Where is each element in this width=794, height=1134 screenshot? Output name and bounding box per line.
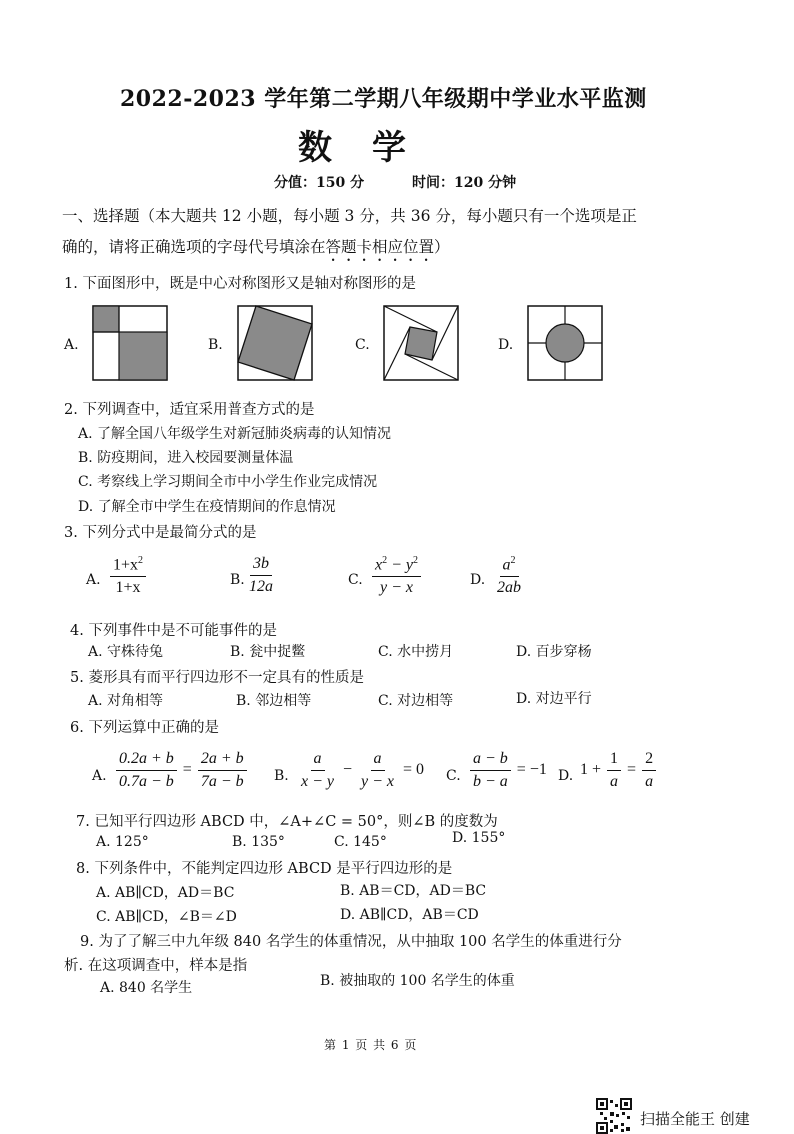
- q3-label-c: C.: [348, 572, 363, 588]
- q1-label-c: C.: [355, 337, 370, 353]
- q9-option-b: B. 被抽取的 100 名学生的体重: [320, 973, 515, 989]
- q6d-num1: 1: [607, 750, 621, 771]
- question-7: 7. 已知平行四边形 ABCD 中，∠A+∠C = 50°，则∠B 的度数为: [76, 814, 498, 830]
- q1-label-d: D.: [498, 337, 514, 353]
- q2-option-a: A. 了解全国八年级学生对新冠肺炎病毒的认知情况: [78, 426, 392, 442]
- q6d-den1: a: [610, 773, 619, 790]
- question-5: 5. 菱形具有而平行四边形不一定具有的性质是: [70, 670, 364, 686]
- q7-option-a: A. 125°: [96, 834, 149, 850]
- qr-code-icon: [596, 1098, 632, 1134]
- q6b-rhs: = 0: [403, 761, 425, 779]
- watermark-text: 扫描全能王 创建: [640, 1110, 750, 1128]
- q5-option-c: C. 对边相等: [378, 693, 454, 709]
- q3c-num1-exp: 2: [382, 555, 388, 566]
- q3a-num: 1+x: [113, 556, 139, 574]
- question-1: 1. 下面图形中，既是中心对称图形又是轴对称图形的是: [64, 276, 416, 292]
- q6b-den1: x − y: [301, 773, 334, 790]
- q6-expression-d: [580, 750, 658, 791]
- q3c-num1: x: [375, 556, 383, 574]
- q3c-num2-exp: 2: [413, 555, 419, 566]
- q3-fraction-d: [492, 555, 526, 597]
- q9-option-a: A. 840 名学生: [100, 980, 193, 996]
- q3c-den: y − x: [380, 579, 413, 597]
- q7-option-d: D. 155°: [452, 830, 506, 846]
- q6a-den2: 7a − b: [200, 773, 244, 790]
- q6-expression-a: [114, 750, 249, 791]
- q5-option-d: D. 对边平行: [516, 691, 592, 707]
- q4-option-d: D. 百步穿杨: [516, 644, 592, 660]
- q6d-num2: 2: [642, 750, 656, 771]
- question-6: 6. 下列运算中正确的是: [70, 720, 219, 736]
- q3b-num: 3b: [250, 555, 272, 576]
- q6a-den1: 0.7a − b: [119, 773, 174, 790]
- q3-fraction-b: [244, 555, 278, 596]
- section-heading: 一、选择题（本大题共 12 小题，每小题 3 分，共 36 分，每小题只有一个选项是正: [62, 207, 637, 225]
- score-info: 分值：150 分: [274, 175, 365, 191]
- q6c-rhs: = −1: [516, 761, 547, 779]
- q5-option-a: A. 对角相等: [88, 693, 164, 709]
- q6d-lead: 1 +: [580, 761, 602, 779]
- q6-label-c: C.: [446, 768, 461, 784]
- exam-title: 2022-2023 学年第二学期八年级期中学业水平监测: [120, 86, 647, 112]
- q6-expression-b: [296, 750, 424, 791]
- q3d-den: 2ab: [497, 579, 521, 597]
- figure-b: [237, 305, 313, 381]
- q3-fraction-c: [370, 555, 423, 597]
- q6a-num2: 2a + b: [198, 750, 247, 771]
- page-number: 第 1 页 共 6 页: [324, 1038, 418, 1052]
- q8-option-c: C. AB∥CD，∠B＝∠D: [96, 909, 237, 925]
- instruction-close: ）: [434, 238, 450, 256]
- q6-label-a: A.: [92, 768, 107, 784]
- q6-label-d: D.: [558, 768, 574, 784]
- q3-label-d: D.: [470, 572, 486, 588]
- q6d-equals: =: [627, 761, 637, 779]
- q4-option-b: B. 瓮中捉鳖: [230, 644, 306, 660]
- question-3: 3. 下列分式中是最简分式的是: [64, 525, 257, 541]
- q3-label-a: A.: [86, 572, 101, 588]
- subject-title: 数学: [298, 128, 446, 168]
- q3d-num-exp: 2: [510, 555, 516, 566]
- q2-option-b: B. 防疫期间，进入校园要测量体温: [78, 450, 294, 466]
- q1-label-b: B.: [208, 337, 223, 353]
- q4-option-a: A. 守株待兔: [88, 644, 164, 660]
- figure-a: [92, 305, 168, 381]
- q6a-equals: =: [182, 761, 192, 779]
- q2-option-d: D. 了解全市中学生在疫情期间的作息情况: [78, 499, 336, 515]
- q6-expression-c: [468, 750, 547, 791]
- q8-option-b: B. AB＝CD，AD＝BC: [340, 883, 487, 899]
- q3c-num2: − y: [387, 556, 414, 574]
- question-9: 9. 为了了解三中九年级 840 名学生的体重情况，从中抽取 100 名学生的体重进行分: [80, 934, 622, 950]
- figure-d: [527, 305, 603, 381]
- q4-option-c: C. 水中捞月: [378, 644, 454, 660]
- q2-option-c: C. 考察线上学习期间全市中小学生作业完成情况: [78, 474, 378, 490]
- q3a-num-exp: 2: [138, 555, 144, 566]
- q6b-minus: −: [343, 761, 353, 779]
- q6-label-b: B.: [274, 768, 289, 784]
- instruction-text: 确的，请将正确选项的字母代号填涂在: [62, 238, 326, 256]
- q3-fraction-a: [108, 555, 148, 597]
- q3d-num: a: [502, 556, 511, 574]
- question-4: 4. 下列事件中是不可能事件的是: [70, 623, 277, 639]
- question-2: 2. 下列调查中，适宜采用普查方式的是: [64, 402, 315, 418]
- time-info: 时间：120 分钟: [412, 175, 517, 191]
- q5-option-b: B. 邻边相等: [236, 693, 312, 709]
- q8-option-a: A. AB∥CD，AD＝BC: [96, 885, 235, 901]
- section-instruction: [62, 235, 450, 265]
- q3b-den: 12a: [249, 578, 273, 595]
- q6d-den2: a: [645, 773, 654, 790]
- q3a-den: 1+x: [115, 579, 141, 597]
- q6a-num1: 0.2a + b: [116, 750, 177, 771]
- instruction-emphasis: 答题卡相应位置: [325, 238, 435, 256]
- figure-c: [383, 305, 459, 381]
- q6b-num2: a: [371, 750, 385, 771]
- q7-option-b: B. 135°: [232, 834, 285, 850]
- q6c-num: a − b: [470, 750, 511, 771]
- q8-option-d: D. AB∥CD，AB＝CD: [340, 907, 479, 923]
- q1-label-a: A.: [64, 337, 79, 353]
- q7-option-c: C. 145°: [334, 834, 387, 850]
- q6b-den2: y − x: [361, 773, 395, 790]
- question-8: 8. 下列条件中，不能判定四边形 ABCD 是平行四边形的是: [76, 861, 453, 877]
- q6b-num1: a: [311, 750, 325, 771]
- q6c-den: b − a: [473, 773, 508, 790]
- question-9-cont: 析. 在这项调查中，样本是指: [64, 958, 248, 974]
- q3-label-b: B.: [230, 572, 245, 588]
